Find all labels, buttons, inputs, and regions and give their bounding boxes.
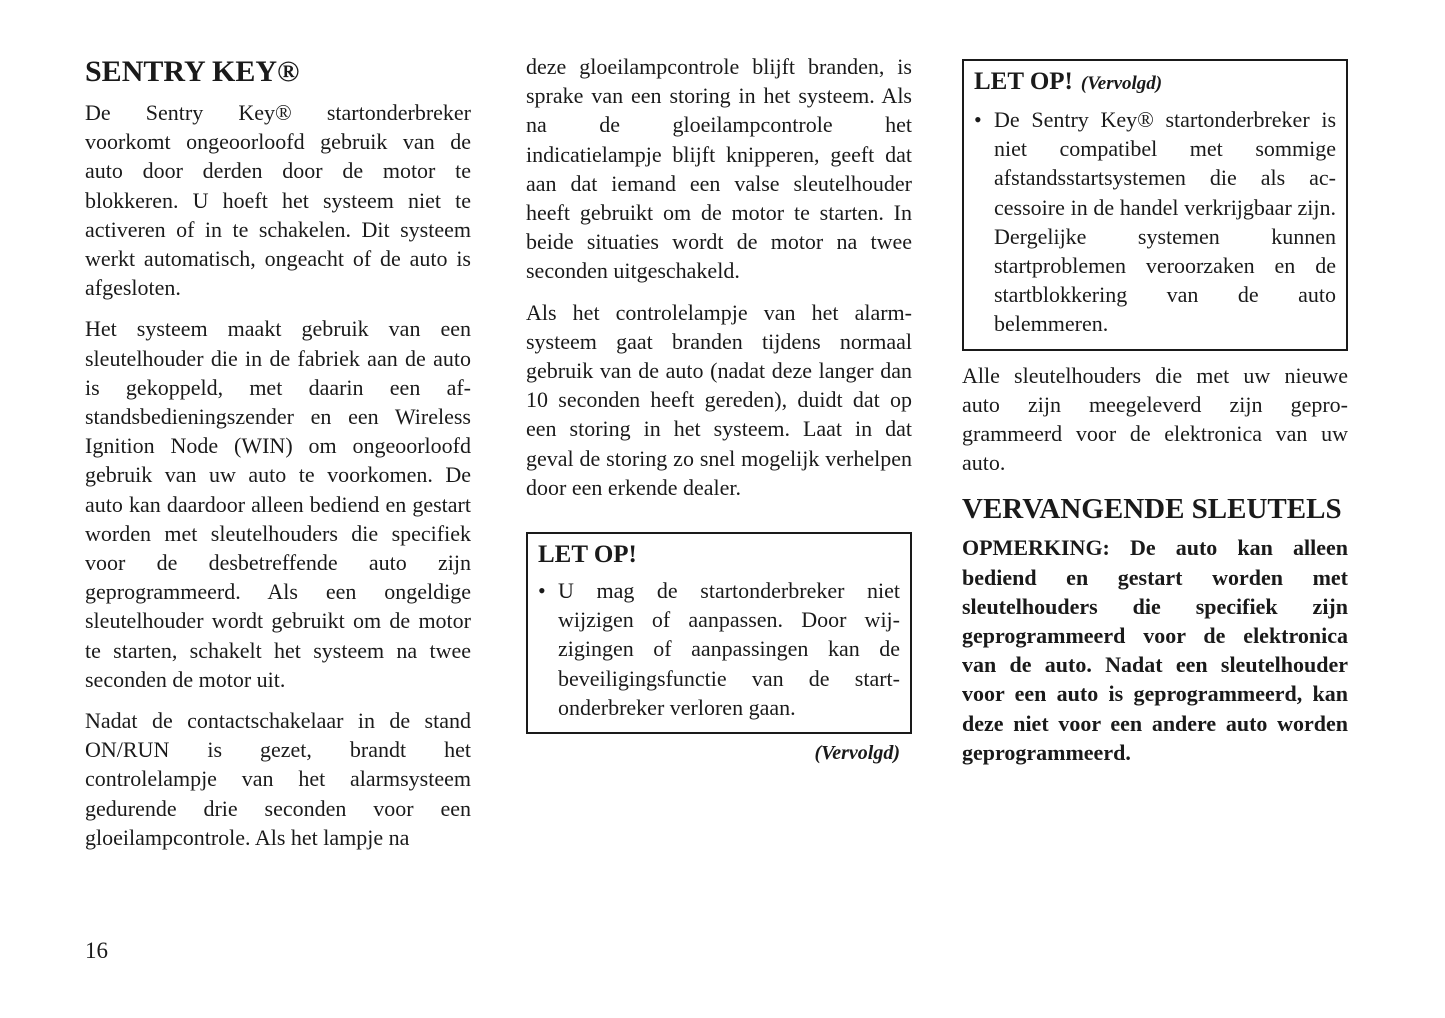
section-heading-replacement-keys: VERVANGENDE SLEUTELS <box>962 493 1342 526</box>
bullet-icon: • <box>538 578 546 604</box>
column-2 <box>526 52 912 765</box>
note-paragraph: OPMERKING: De auto kan alleen bediend en gestart worden met sleutelhouders die specifiek zijn geprogrammeerd voor de elektronica van de auto. Nadat een sleutelhouder voor een auto is geprogrammeerd, kan deze niet voor een andere auto worden geprogrammeerd. <box>962 535 1348 765</box>
continued-label: (Vervolgd) <box>814 742 900 765</box>
page-number: 16 <box>85 938 108 963</box>
paragraph-alarm-light: Als het controlelampje van het alarmsysteem gaat branden tijdens normaal gebruik van de auto (nadat deze langer dan 10 seconden heeft gereden), duidt dat op een storing in het systeem. Laat in dat geval de storing zo snel mogelijk verhelpen door een erkende dealer. <box>526 299 912 500</box>
warning-item-text: De Sentry Key® startonderbreker is niet compatibel met sommige afstandsstartsystemen die als accessoire in de handel verkrijgbaar zijn. Dergelijke systemen kunnen startproblemen veroorzaken en de startblokkering van de auto belemmeren. <box>994 107 1336 337</box>
paragraph-key-fob: Het systeem maakt gebruik van een sleutelhouder die in de fabriek aan de auto is gekoppeld, met daarin een afstandsbedieningszender en een Wireless Ignition Node (WIN) om ongeoorloofd gebruik van uw auto te voorkomen. De auto kan daardoor alleen bediend en gestart worden met sleutelhouders die specifiek voor de desbetreffende auto zijn geprogrammeerd. Als een ongeldige sleutelhouder wordt gebruikt om de motor te starten, schakelt het systeem na twee seconden de motor uit. <box>85 316 471 692</box>
paragraph-intro: De Sentry Key® startonderbreker voorkomt ongeoorloofd gebruik van de auto door derden door de motor te blokkeren. U hoeft het systeem niet te activeren of in te schakelen. Dit systeem werkt automatisch, ongeacht of de auto is afgesloten. <box>85 100 471 301</box>
column-3 <box>962 52 1348 779</box>
column-1 <box>85 52 471 864</box>
warning-title-text: LET OP! <box>974 68 1073 95</box>
warning-title: LET OP! <box>538 541 637 569</box>
warning-title <box>974 65 1336 101</box>
warning-continued-label: (Vervolgd) <box>1080 73 1163 94</box>
warning-box <box>526 532 912 734</box>
warning-item <box>974 105 1336 339</box>
section-heading-sentry-key: SENTRY KEY® <box>85 55 300 88</box>
paragraph-all-keys: Alle sleutelhouders die met uw nieuwe auto zijn meegeleverd zijn geprogrammeerd voor de elektronica van uw auto. <box>962 362 1348 476</box>
bullet-icon: • <box>974 107 982 132</box>
warning-item <box>538 576 900 722</box>
paragraph-bulb-check: Nadat de contactschakelaar in de stand ON/RUN is gezet, brandt het controlelampje van het alarmsysteem gedurende drie seconden voor een gloeilampcontrole. Als het lampje na <box>85 708 471 850</box>
warning-box-continued <box>962 59 1348 351</box>
warning-item-text: U mag de startonderbreker niet wijzigen of aanpassen. Door wijzigingen of aanpassingen kan de beveiligingsfunctie van de startonderbreker verloren gaan. <box>558 578 900 720</box>
paragraph-bulb-check-continued: deze gloeilampcontrole blijft branden, is sprake van een storing in het systeem. Als na de gloeilampcontrole het indicatielampje blijft knipperen, geeft dat aan dat iemand een valse sleutelhouder heeft gebruikt om de motor te starten. In beide situaties wordt de motor na twee seconden uitgeschakeld. <box>526 54 912 284</box>
